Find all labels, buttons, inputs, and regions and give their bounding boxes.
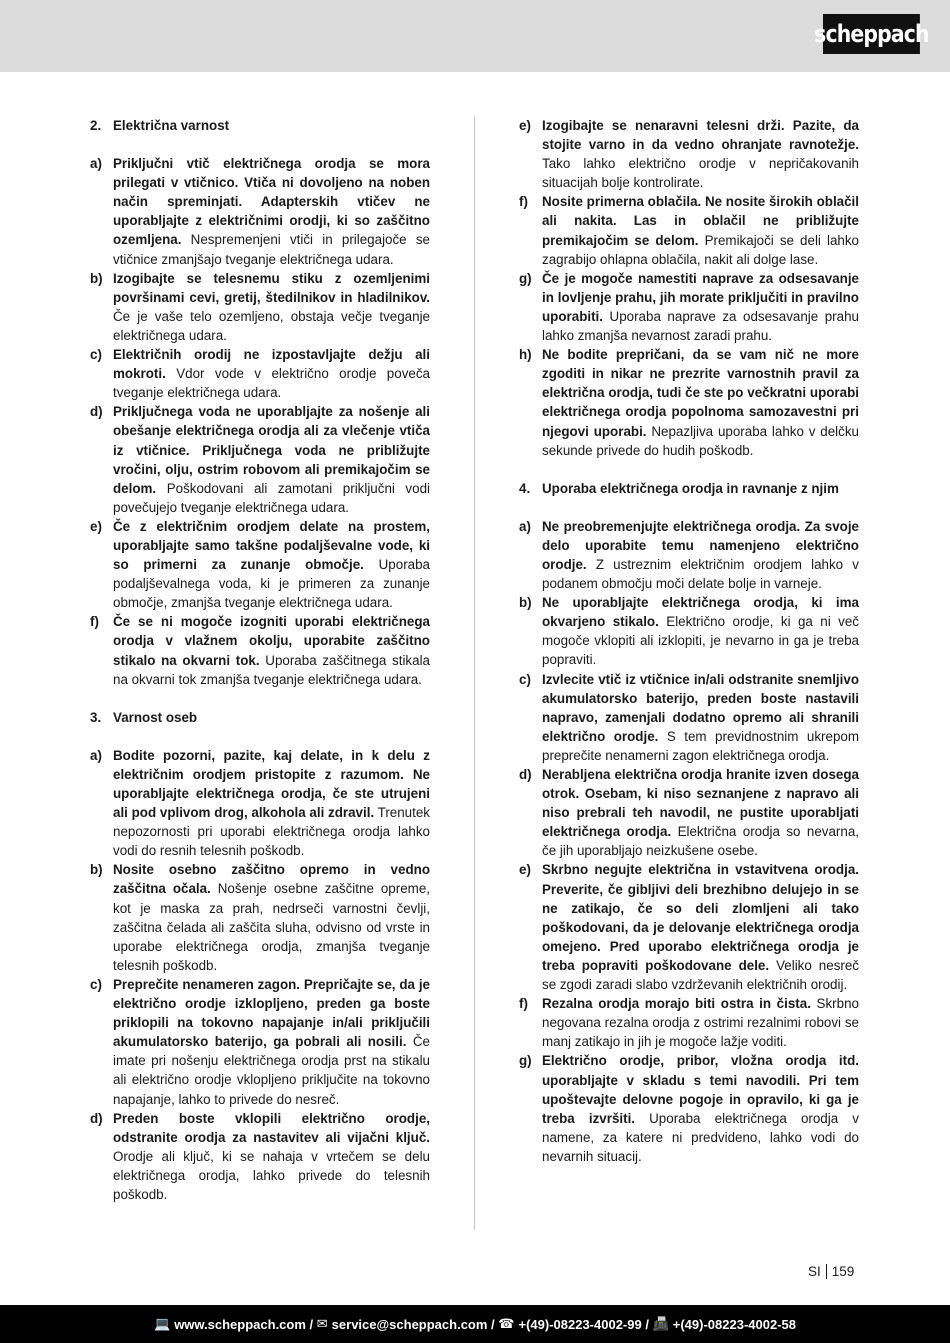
item-text: Nespremenjeni vtiči in prilegajoče se vtičnice zmanjšajo tveganje električnega udara. [113, 232, 430, 267]
item-emphasis: Bodite pozorni, pazite, kaj delate, in k delu z električnim orodjem pristopite z razumom. Ne uporabljajte električnega orodja, če ste utrujeni ali pod vplivom drog, alkohola ali zdravil. [113, 747, 430, 821]
list-item [519, 269, 859, 345]
item-emphasis: Nerabljena električna orodja hranite izven dosega otrok. Osebam, ki niso seznanjene z napravo ali niso prebrali teh navodil, ne pustite uporabljati električnega orodja. [542, 767, 859, 840]
item-text: Skrbno negovana rezalna orodja z ostrimi rezalnimi robovi se manj zatikajo in jih je mogoče lažje voditi. [542, 996, 859, 1050]
section-number: 4. [519, 480, 531, 496]
footer-phone[interactable]: +(49)-08223-4002-99 / [518, 1316, 649, 1332]
item-emphasis: Izogibajte se telesnemu stiku z ozemljenimi površinami cevi, gretij, štedilnikov in hladilnikov. [113, 270, 430, 305]
item-text: Veliko nesreč se zgodi zaradi slabo vzdrževanih električnih orodij. [542, 957, 859, 993]
list-item [90, 345, 430, 402]
item-label: d) [90, 1110, 103, 1126]
item-emphasis: Preden boste vklopili električno orodje, odstranite orodja za nastavitev ali vijačni ključ. [113, 1110, 430, 1145]
contact-footer [0, 1305, 950, 1343]
page-number-separator [826, 1264, 827, 1279]
item-emphasis: Ne preobremenjujte električnega orodja. Za svoje delo uporabite temu namenjeno električno orodje. [542, 518, 859, 572]
item-label: c) [90, 976, 102, 992]
item-emphasis: Če z električnim orodjem delate na prostem, uporabljajte samo takšne podaljševalne vode, ki so primerni za zunanje območje. [113, 518, 430, 573]
list-item [519, 192, 859, 268]
item-label: f) [519, 194, 528, 210]
item-text: Če je vaše telo ozemljeno, obstaja večje tveganje električnega udara. [113, 308, 430, 343]
item-text: Poškodovani ali zamotani priključni vodi povečujejo tveganje električnega udara. [113, 480, 430, 515]
section-heading [90, 116, 430, 135]
item-emphasis: Preprečite nenameren zagon. Prepričajte se, da je električno orodje izklopljeno, preden ga boste priklopili na tokovno napajanje in/ali priključili akumulatorsko baterijo, ga pobrali ali nosili. [113, 976, 430, 1050]
item-text: Nepazljiva uporaba lahko v delčku sekunde privede do hudih poškodb. [542, 423, 859, 458]
item-emphasis: Priključnega voda ne uporabljajte za nošenje ali obešanje električnega orodja ali za vlečenje vtiča iz vtičnice. Priključnega voda ne približujte vročini, olju, ostrim robovom ali premikajočim se delom. [113, 404, 430, 496]
item-label: e) [90, 518, 102, 534]
list-item [519, 994, 859, 1051]
item-text: Tako lahko električno orodje v nepričakovanih situacijah bolje kontrolirate. [542, 156, 859, 191]
item-label: a) [90, 156, 102, 172]
section-number: 2. [90, 118, 102, 133]
item-label: e) [519, 862, 531, 878]
item-emphasis: Ne uporabljajte električnega orodja, ki ima okvarjeno stikalo. [542, 595, 859, 630]
footer-email[interactable]: service@scheppach.com / [331, 1316, 495, 1332]
list-item [519, 765, 859, 860]
section-title: Uporaba električnega orodja in ravnanje z njim [542, 480, 839, 496]
language-code: SI [808, 1264, 821, 1279]
list-item [90, 154, 430, 269]
list-item [519, 1051, 859, 1166]
section-heading [519, 479, 859, 498]
list-item [90, 746, 430, 861]
page-number-value: 159 [831, 1264, 855, 1279]
page-number [808, 1264, 854, 1279]
phone-icon: ☎ [498, 1316, 515, 1331]
item-label: a) [519, 518, 531, 534]
item-label: h) [519, 347, 532, 363]
item-text: Če imate pri nošenju električnega orodja prst na stikalu ali električno orodje vklopljeno priključite na tokovno napajanje, lahko to privede do nesreč. [113, 1034, 431, 1107]
item-text: Električna orodja so nevarna, če jih uporabljajo neizkušene osebe. [542, 824, 860, 859]
item-emphasis: Nosite primerna oblačila. Ne nosite širokih oblačil ali nakita. Las in oblačil ne približujte premikajočim se delom. [542, 194, 860, 248]
list-item [90, 269, 430, 345]
item-text: Električno orodje, ki ga ni več mogoče vklopiti ali izklopiti, je nevarno in ga je treba popraviti. [542, 614, 859, 668]
item-text: Uporaba zaščitnega stikala na okvarni tok zmanjša tveganje električnega udara. [113, 652, 430, 687]
item-label: d) [519, 767, 532, 782]
list-item [90, 612, 430, 688]
item-text: Uporaba električnega orodja v namene, za katere ni predvideno, lahko vodi do nevarnih situacij. [542, 1110, 859, 1164]
item-label: g) [519, 1053, 532, 1069]
item-label: d) [90, 404, 103, 420]
list-item [90, 860, 430, 975]
item-text: Uporaba naprave za odsesavanje prahu lahko zmanjša nevarnost zaradi prahu. [542, 308, 859, 344]
list-item [519, 593, 859, 669]
section-title: Varnost oseb [113, 709, 198, 725]
section-heading [90, 708, 430, 727]
email-icon: ✉ [316, 1316, 328, 1331]
item-label: b) [519, 595, 532, 611]
item-emphasis: Električno orodje, pribor, vložna orodja itd. uporabljajte v skladu s temi navodili. Pri tem upoštevajte delovne pogoje in opravilo, ki ga je treba izvršiti. [542, 1053, 859, 1126]
item-emphasis: Če je mogoče namestiti naprave za odsesavanje in lovljenje prahu, jih morate priključiti in pravilno uporabiti. [542, 270, 859, 324]
list-item [519, 670, 859, 765]
list-item [519, 116, 859, 192]
item-label: c) [519, 671, 531, 687]
list-item [90, 402, 430, 517]
computer-icon: 💻 [154, 1316, 171, 1331]
item-emphasis: Če se ni mogoče izogniti uporabi električnega orodja v vlažnem okolju, uporabite zaščitno stikalo na okvarni tok. [113, 614, 430, 668]
item-emphasis: Izogibajte se nenaravni telesni drži. Pazite, da stojite varno in da vedno ohranjate ravnotežje. [542, 118, 859, 153]
item-text: Z ustreznim električnim orodjem lahko v podanem območju moči delate bolje in varneje. [542, 556, 859, 592]
item-emphasis: Ne bodite prepričani, da se vam nič ne more zgoditi in nikar ne prezrite varnostnih pravil za električna orodja, tudi če ste po večkratni uporabi električnega orodja popolnoma samozavestni pri njegovi uporabi. [542, 347, 859, 439]
item-text: Premikajoči se deli lahko zagrabijo ohlapna oblačila, nakit ali dolge lase. [542, 232, 859, 267]
item-label: b) [90, 862, 103, 878]
scheppach-logo: scheppach [823, 14, 920, 54]
list-item [90, 517, 430, 612]
item-text: S tem previdnostnim ukrepom preprečite nenamerni zagon električnega orodja. [542, 728, 859, 763]
footer-fax: +(49)-08223-4002-58 [672, 1316, 796, 1332]
item-emphasis: Izvlecite vtič iz vtičnice in/ali odstranite snemljivo akumulatorsko baterijo, preden boste nastavili napravo, zamenjali dodatno opremo ali shranili električno orodje. [542, 671, 859, 744]
item-emphasis: Priključni vtič električnega orodja se mora prilegati v vtičnico. Vtiča ni dovoljeno na noben način spreminjati. Adapterskih vtičev ne uporabljajte z električnimi orodji, ki so zaščitno ozemljena. [113, 156, 430, 248]
item-emphasis: Rezalna orodja morajo biti ostra in čista. [542, 996, 811, 1012]
item-emphasis: Električnih orodij ne izpostavljajte dežju ali mokroti. [113, 347, 430, 382]
left-column [90, 116, 430, 1204]
right-column [519, 116, 859, 1166]
section-number: 3. [90, 709, 102, 725]
footer-website[interactable]: www.scheppach.com / [174, 1316, 314, 1332]
list-item [519, 860, 859, 994]
item-label: a) [90, 747, 102, 763]
item-label: b) [90, 270, 103, 286]
item-label: g) [519, 270, 532, 286]
list-item [90, 1109, 430, 1204]
item-text: Vdor vode v električno orodje poveča tveganje električnega udara. [113, 366, 430, 401]
item-label: f) [519, 996, 528, 1012]
item-text: Uporaba podaljševalnega voda, ki je primeren za zunanje območje, zmanjša tveganje električnega udara. [113, 557, 431, 611]
item-emphasis: Skrbno negujte električna in vstavitvena orodja. Preverite, če gibljivi deli brezhibno delujejo in se ne zatikajo, če so deli zlomljeni ali tako poškodovani, da je delovanje električnega orodja omejeno. Pred uporabo električnega orodja je treba popraviti poškodovane dele. [542, 862, 859, 973]
item-text: Orodje ali ključ, ki se nahaja v vrtečem se delu električnega orodja, lahko privede do telesnih poškodb. [113, 1148, 430, 1202]
item-emphasis: Nosite osebno zaščitno opremo in vedno zaščitna očala. [113, 862, 430, 897]
item-label: c) [90, 347, 102, 363]
item-text: Nošenje osebne zaščitne opreme, kot je maska za prah, nedrseči varnostni čevlji, zaščitna čelada ali zaščita sluha, odvisno od vrste in uporabe električnega orodja, zmanjša tveganje telesnih poškodb. [113, 881, 430, 973]
list-item [90, 975, 430, 1109]
item-text: Trenutek nepozornosti pri uporabi električnega orodja lahko vodi do resnih telesnih poškodb. [113, 805, 430, 859]
list-item [519, 517, 859, 593]
item-label: f) [90, 614, 99, 630]
item-label: e) [519, 118, 531, 133]
list-item [519, 345, 859, 460]
fax-icon: 📠 [652, 1316, 669, 1331]
column-divider [474, 116, 475, 1230]
header-band [0, 0, 950, 72]
section-title: Električna varnost [113, 118, 230, 133]
